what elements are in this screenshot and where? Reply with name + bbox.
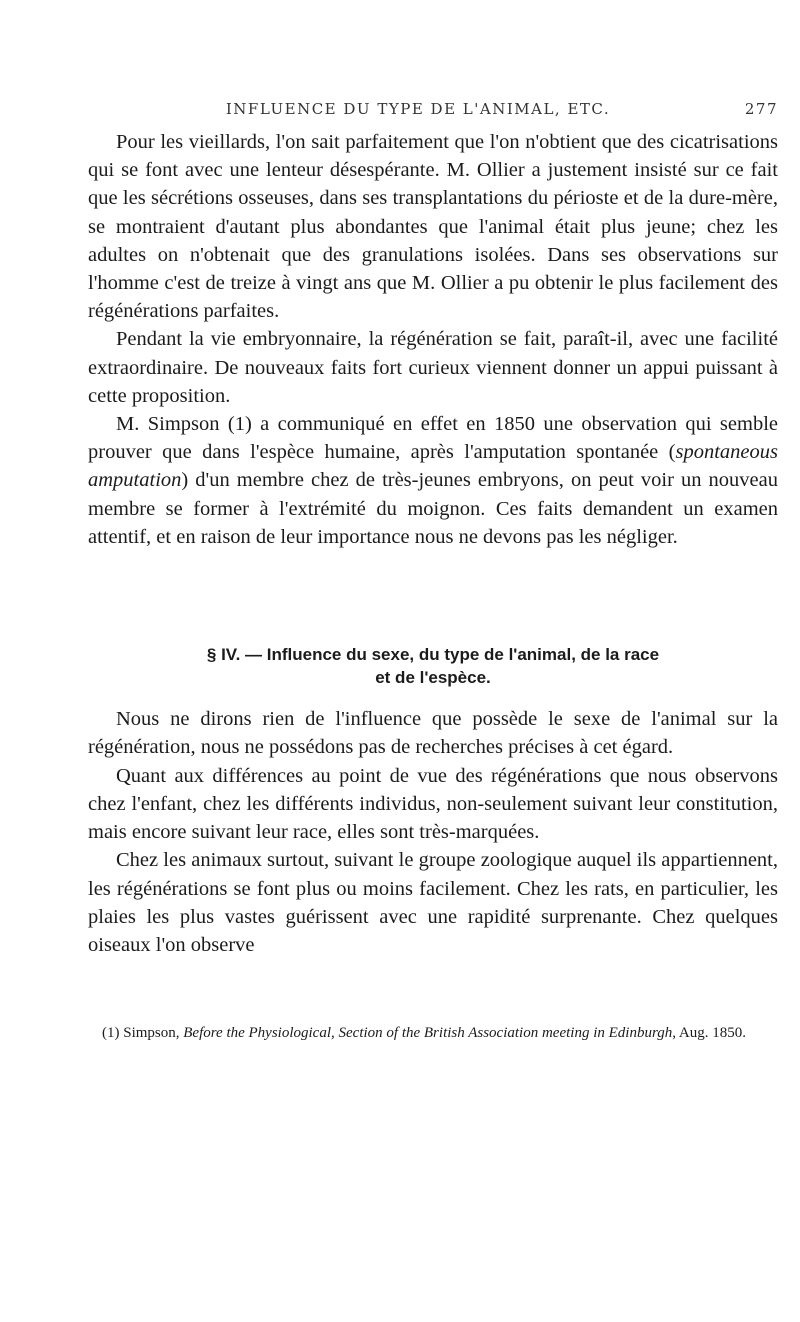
paragraph-text: ) d'un membre chez de très-jeunes embryons, on peut voir un nouveau membre se former à l'extrémité du moignon. Ces faits demandent un examen attentif, et en raison de leur importance nous ne devons pas les négliger.: [88, 469, 778, 548]
footnote-citation: Before the Physiological, Section of the British Association meeting in Edinburgh: [183, 1025, 673, 1041]
running-title: INFLUENCE DU TYPE DE L'ANIMAL, ETC.: [225, 100, 611, 118]
section-heading-line: § IV. — Influence du sexe, du type de l'animal, de la race: [206, 645, 660, 664]
paragraph: [88, 410, 778, 551]
section-heading-line: et de l'espèce.: [375, 668, 491, 687]
footnote-text: , Aug. 1850.: [672, 1025, 746, 1041]
italic-term: spontaneous amputation: [88, 441, 778, 492]
paragraph: Chez les animaux surtout, suivant le groupe zoologique auquel ils appartiennent, les régénérations se font plus ou moins facilement. Chez les rats, en particulier, les plaies les plus vastes guérissent avec une rapidité surprenante. Chez quelques oiseaux l'on observe: [88, 849, 778, 957]
paragraph-text: Pour les vieillards, l'on sait parfaitement que l'on n'obtient que des cicatrisations qui se font avec une lenteur désespérante. M. Ollier a justement insisté sur ce fait que les sécrétions osseuses, dans ses transplantations du périoste et de la dure-mère, se montraient d'autant plus abondantes que l'animal était plus jeune; chez les adultes on n'obtenait que des granulations isolées. Dans ses observations sur l'homme c'est de treize à vingt ans que M. Ollier a pu obtenir le plus facilement des régénérations parfaites.: [88, 131, 778, 323]
footnote: [88, 1024, 778, 1043]
paragraph: [88, 325, 778, 410]
page-number: 277: [744, 100, 778, 118]
main-text: [88, 128, 778, 551]
paragraph: Nous ne dirons rien de l'influence que possède le sexe de l'animal sur la régénération, nous ne possédons pas de recherches précises à cet égard.: [88, 708, 778, 759]
running-header: [88, 100, 778, 124]
section-text: [88, 705, 778, 960]
section-heading: [88, 643, 778, 689]
paragraph-text: Pendant la vie embryonnaire, la régénération se fait, paraît-il, avec une facilité extraordinaire. De nouveaux faits fort curieux viennent donner un appui puissant à cette proposition.: [88, 328, 778, 407]
paragraph: Quant aux différences au point de vue des régénérations que nous observons chez l'enfant, chez les différents individus, non-seulement suivant leur constitution, mais encore suivant leur race, elles sont très-marquées.: [88, 764, 778, 844]
footnote-marker: (1) Simpson,: [102, 1025, 184, 1041]
paragraph: [88, 128, 778, 325]
paragraph-text: M. Simpson (1) a communiqué en effet en 1850 une observation qui semble prouver que dans l'espèce humaine, après l'amputation spontanée (: [88, 413, 778, 464]
